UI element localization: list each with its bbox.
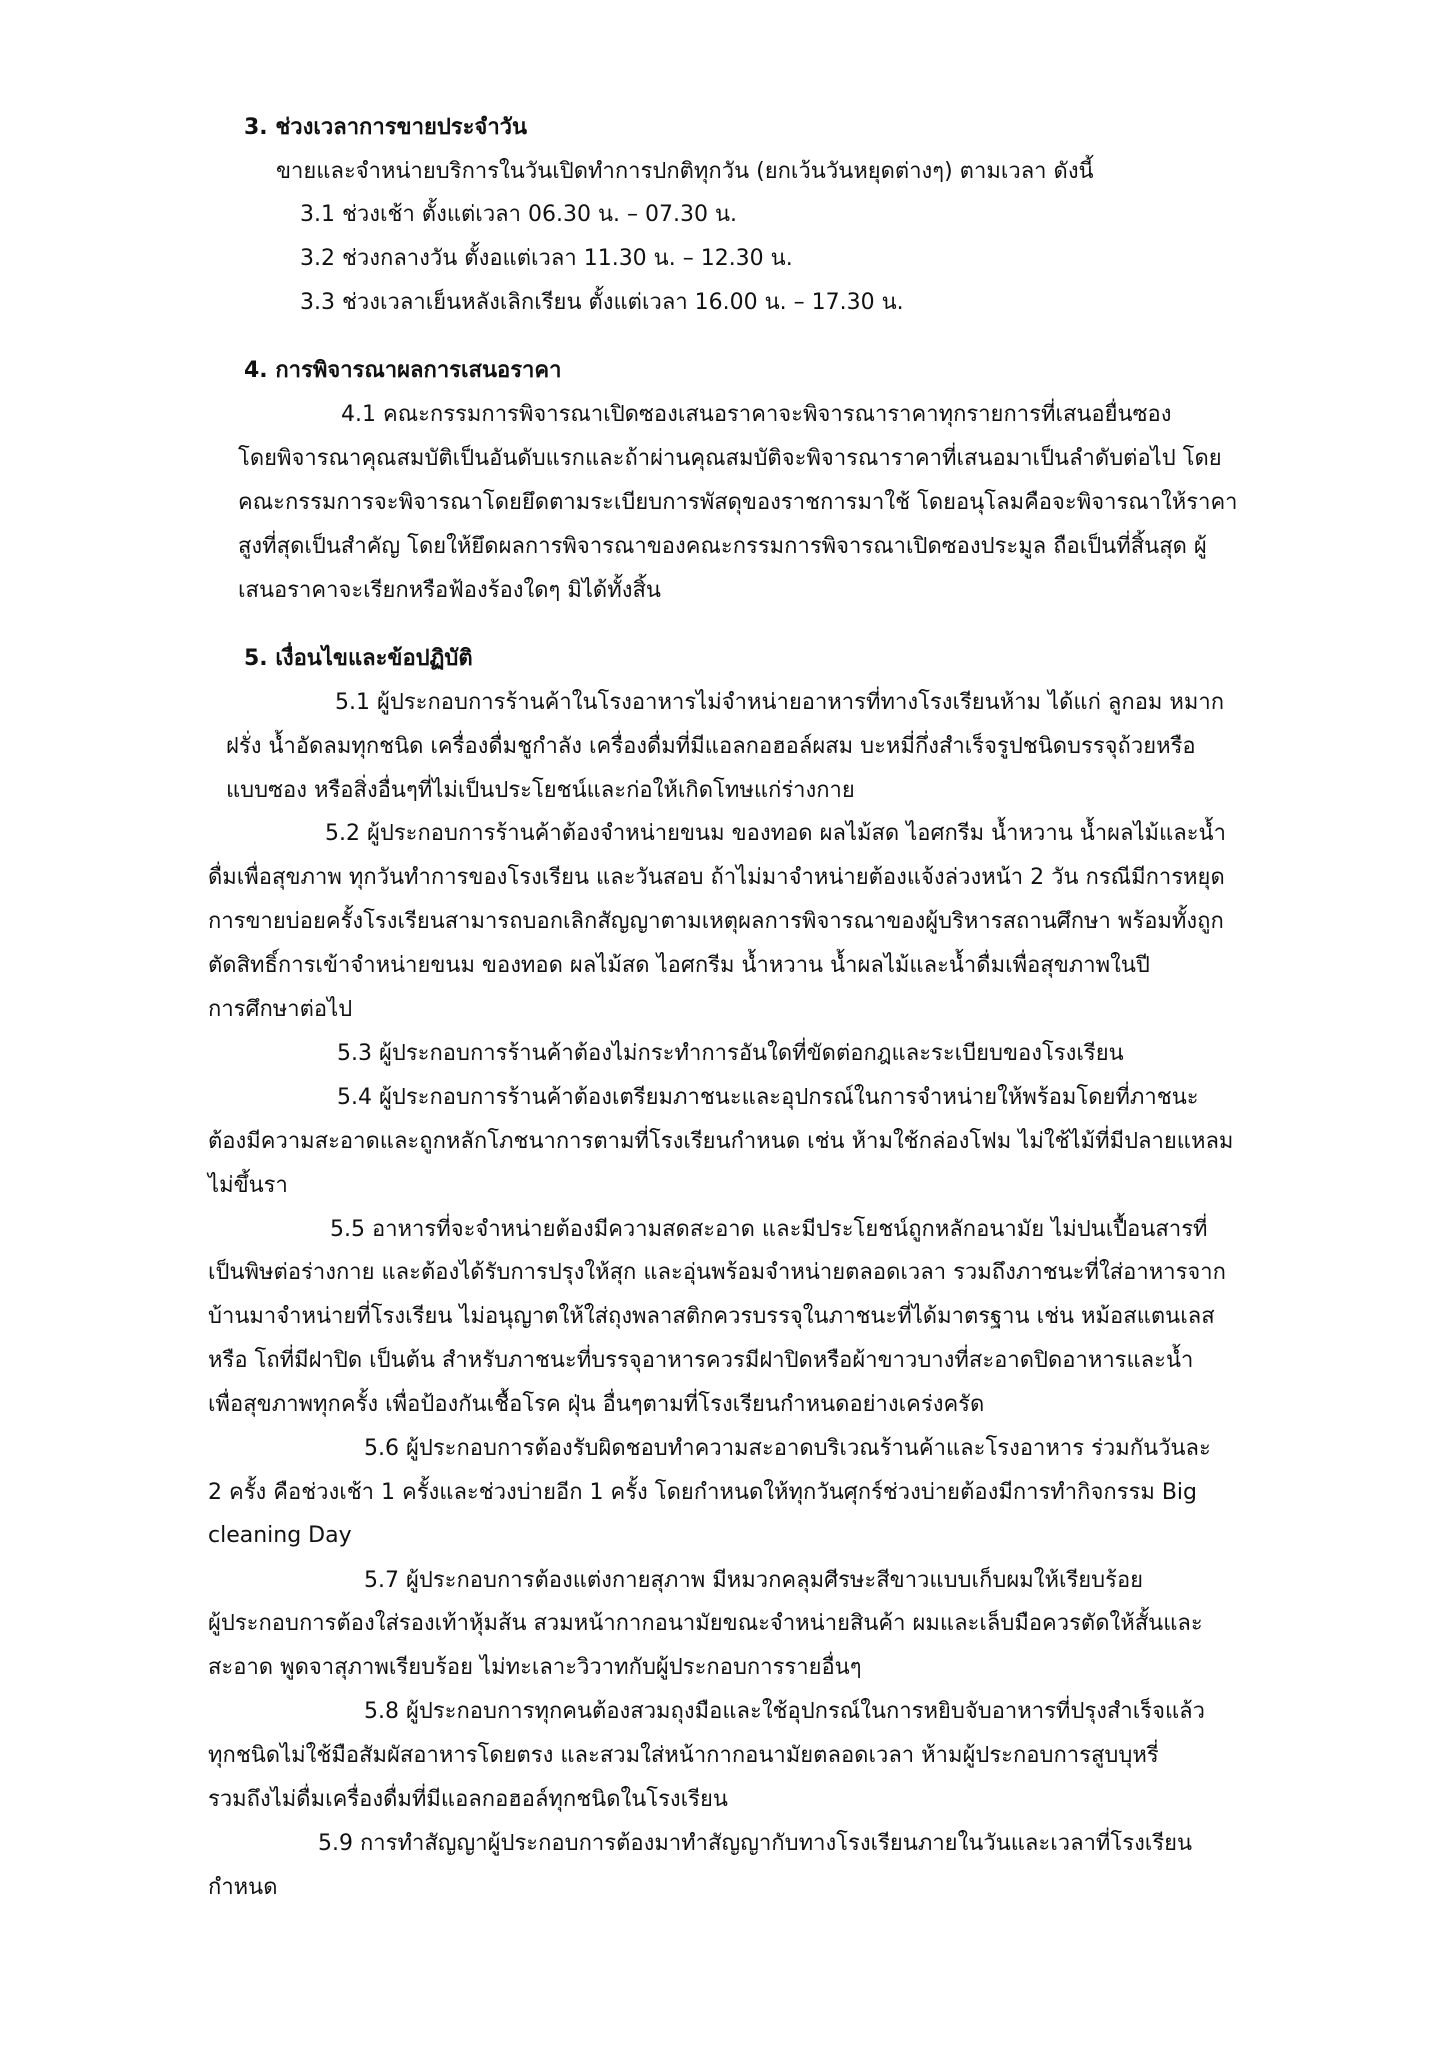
- section-5-7-line-2: ผู้ประกอบการต้องใส่รองเท้าหุ้มส้น สวมหน้ากากอนามัยขณะจำหน่ายสินค้า ผมและเล็บมือควรตัดให้สั้นและ: [208, 1611, 1203, 1636]
- section-5-5-line-1: 5.5 อาหารที่จะจำหน่ายต้องมีความสดสะอาด และมีประโยชน์ถูกหลักอนามัย ไม่ปนเปื้อนสารที่: [330, 1217, 1208, 1242]
- section-4-heading: 4. การพิจารณาผลการเสนอราคา: [244, 358, 562, 383]
- section-5-5-line-5: เพื่อสุขภาพทุกครั้ง เพื่อป้องกันเชื้อโรค ฝุ่น อื่นๆตามที่โรงเรียนกำหนดอย่างเคร่งครัด: [208, 1392, 985, 1417]
- section-3-intro: ขายและจำหน่ายบริการในวันเปิดทำการปกติทุกวัน (ยกเว้นวันหยุดต่างๆ) ตามเวลา ดังนี้: [276, 159, 1094, 184]
- section-3-item-1: 3.1 ช่วงเช้า ตั้งแต่เวลา 06.30 น. – 07.30 น.: [300, 202, 738, 227]
- section-5-6-line-1: 5.6 ผู้ประกอบการต้องรับผิดชอบทำความสะอาดบริเวณร้านค้าและโรงอาหาร ร่วมกันวันละ: [364, 1436, 1211, 1461]
- section-4-line-4: สูงที่สุดเป็นสำคัญ โดยให้ยึดผลการพิจารณาของคณะกรรมการพิจารณาเปิดซองประมูล ถือเป็นที่สิ้นสุด ผู้: [238, 534, 1207, 559]
- section-4-line-2: โดยพิจารณาคุณสมบัติเป็นอันดับแรกและถ้าผ่านคุณสมบัติจะพิจารณาราคาที่เสนอมาเป็นลำดับต่อไป โดย: [238, 446, 1222, 471]
- section-4-line-3: คณะกรรมการจะพิจารณาโดยยึดตามระเบียบการพัสดุของราชการมาใช้ โดยอนุโลมคือจะพิจารณาให้ราคา: [238, 490, 1238, 515]
- section-5-2-line-2: ดื่มเพื่อสุขภาพ ทุกวันทำการของโรงเรียน และวันสอบ ถ้าไม่มาจำหน่ายต้องแจ้งล่วงหน้า 2 วัน กรณีมีการหยุด: [208, 865, 1225, 890]
- section-5-5-line-4: หรือ โถที่มีฝาปิด เป็นต้น สำหรับภาชนะที่บรรจุอาหารควรมีฝาปิดหรือผ้าขาวบางที่สะอาดปิดอาหารและน้ำ: [208, 1348, 1194, 1373]
- section-5-7-line-1: 5.7 ผู้ประกอบการต้องแต่งกายสุภาพ มีหมวกคลุมศีรษะสีขาวแบบเก็บผมให้เรียบร้อย: [364, 1568, 1144, 1593]
- section-5-2-line-4: ตัดสิทธิ์การเข้าจำหน่ายขนม ของทอด ผลไม้สด ไอศกรีม น้ำหวาน น้ำผลไม้และน้ำดื่มเพื่อสุขภาพในปี: [208, 953, 1150, 978]
- section-5-1-line-1: 5.1 ผู้ประกอบการร้านค้าในโรงอาหารไม่จำหน่ายอาหารที่ทางโรงเรียนห้าม ได้แก่ ลูกอม หมาก: [335, 690, 1225, 715]
- section-3-item-2: 3.2 ช่วงกลางวัน ตั้งอแต่เวลา 11.30 น. – 12.30 น.: [300, 246, 793, 271]
- section-5-4-line-3: ไม่ขึ้นรา: [208, 1173, 288, 1198]
- section-5-2-line-3: การขายบ่อยครั้งโรงเรียนสามารถบอกเลิกสัญญาตามเหตุผลการพิจารณาของผู้บริหารสถานศึกษา พร้อมทั้งถูก: [208, 909, 1224, 934]
- section-5-4-line-1: 5.4 ผู้ประกอบการร้านค้าต้องเตรียมภาชนะและอุปกรณ์ในการจำหน่ายให้พร้อมโดยที่ภาชนะ: [337, 1085, 1199, 1110]
- section-5-1-line-3: แบบซอง หรือสิ่งอื่นๆที่ไม่เป็นประโยชน์และก่อให้เกิดโทษแก่ร่างกาย: [226, 778, 855, 803]
- section-5-6-line-2: 2 ครั้ง คือช่วงเช้า 1 ครั้งและช่วงบ่ายอีก 1 ครั้ง โดยกำหนดให้ทุกวันศุกร์ช่วงบ่ายต้องมีการทำกิจกรรม Big: [208, 1480, 1197, 1505]
- section-5-7-line-3: สะอาด พูดจาสุภาพเรียบร้อย ไม่ทะเลาะวิวาทกับผู้ประกอบการรายอื่นๆ: [208, 1655, 862, 1680]
- section-5-8-line-2: ทุกชนิดไม่ใช้มือสัมผัสอาหารโดยตรง และสวมใส่หน้ากากอนามัยตลอดเวลา ห้ามผู้ประกอบการสูบบุหรี่: [208, 1743, 1159, 1768]
- section-3-heading: 3. ช่วงเวลาการขายประจำวัน: [244, 115, 528, 140]
- section-5-8-line-1: 5.8 ผู้ประกอบการทุกคนต้องสวมถุงมือและใช้อุปกรณ์ในการหยิบจับอาหารที่ปรุงสำเร็จแล้ว: [364, 1699, 1205, 1724]
- section-5-9-line-1: 5.9 การทำสัญญาผู้ประกอบการต้องมาทำสัญญากับทางโรงเรียนภายในวันและเวลาที่โรงเรียน: [318, 1831, 1193, 1856]
- section-5-6-line-3: cleaning Day: [208, 1523, 352, 1548]
- section-4-line-5: เสนอราคาจะเรียกหรือฟ้องร้องใดๆ มิได้ทั้งสิ้น: [238, 578, 661, 603]
- section-5-1-line-2: ฝรั่ง น้ำอัดลมทุกชนิด เครื่องดื่มชูกำลัง เครื่องดื่มที่มีแอลกอฮอล์ผสม บะหมี่กึ่งสำเร็จรูปชนิดบรรจุถ้วยหรือ: [226, 734, 1196, 759]
- section-4-line-1: 4.1 คณะกรรมการพิจารณาเปิดซองเสนอราคาจะพิจารณาราคาทุกรายการที่เสนอยื่นซอง: [341, 402, 1172, 427]
- section-5-5-line-3: บ้านมาจำหน่ายที่โรงเรียน ไม่อนุญาตให้ใส่ถุงพลาสติกควรบรรจุในภาชนะที่ได้มาตรฐาน เช่น หม้อสแตนเลส: [208, 1304, 1215, 1329]
- section-5-3-line-1: 5.3 ผู้ประกอบการร้านค้าต้องไม่กระทำการอันใดที่ขัดต่อกฎและระเบียบของโรงเรียน: [337, 1041, 1124, 1066]
- section-5-8-line-3: รวมถึงไม่ดื่มเครื่องดื่มที่มีแอลกอฮอล์ทุกชนิดในโรงเรียน: [208, 1787, 728, 1812]
- section-5-9-line-2: กำหนด: [208, 1875, 278, 1900]
- section-5-4-line-2: ต้องมีความสะอาดและถูกหลักโภชนาการตามที่โรงเรียนกำหนด เช่น ห้ามใช้กล่องโฟม ไม่ใช้ไม้ที่มีปลายแหลม: [208, 1129, 1234, 1154]
- section-5-heading: 5. เงื่อนไขและข้อปฏิบัติ: [244, 646, 473, 671]
- section-5-2-line-1: 5.2 ผู้ประกอบการร้านค้าต้องจำหน่ายขนม ของทอด ผลไม้สด ไอศกรีม น้ำหวาน น้ำผลไม้และน้ำ: [325, 821, 1226, 846]
- section-5-2-line-5: การศึกษาต่อไป: [208, 997, 353, 1022]
- section-3-item-3: 3.3 ช่วงเวลาเย็นหลังเลิกเรียน ตั้งแต่เวลา 16.00 น. – 17.30 น.: [300, 290, 904, 315]
- section-5-5-line-2: เป็นพิษต่อร่างกาย และต้องได้รับการปรุงให้สุก และอุ่นพร้อมจำหน่ายตลอดเวลา รวมถึงภาชนะที่ใส่อาหารจาก: [208, 1260, 1226, 1285]
